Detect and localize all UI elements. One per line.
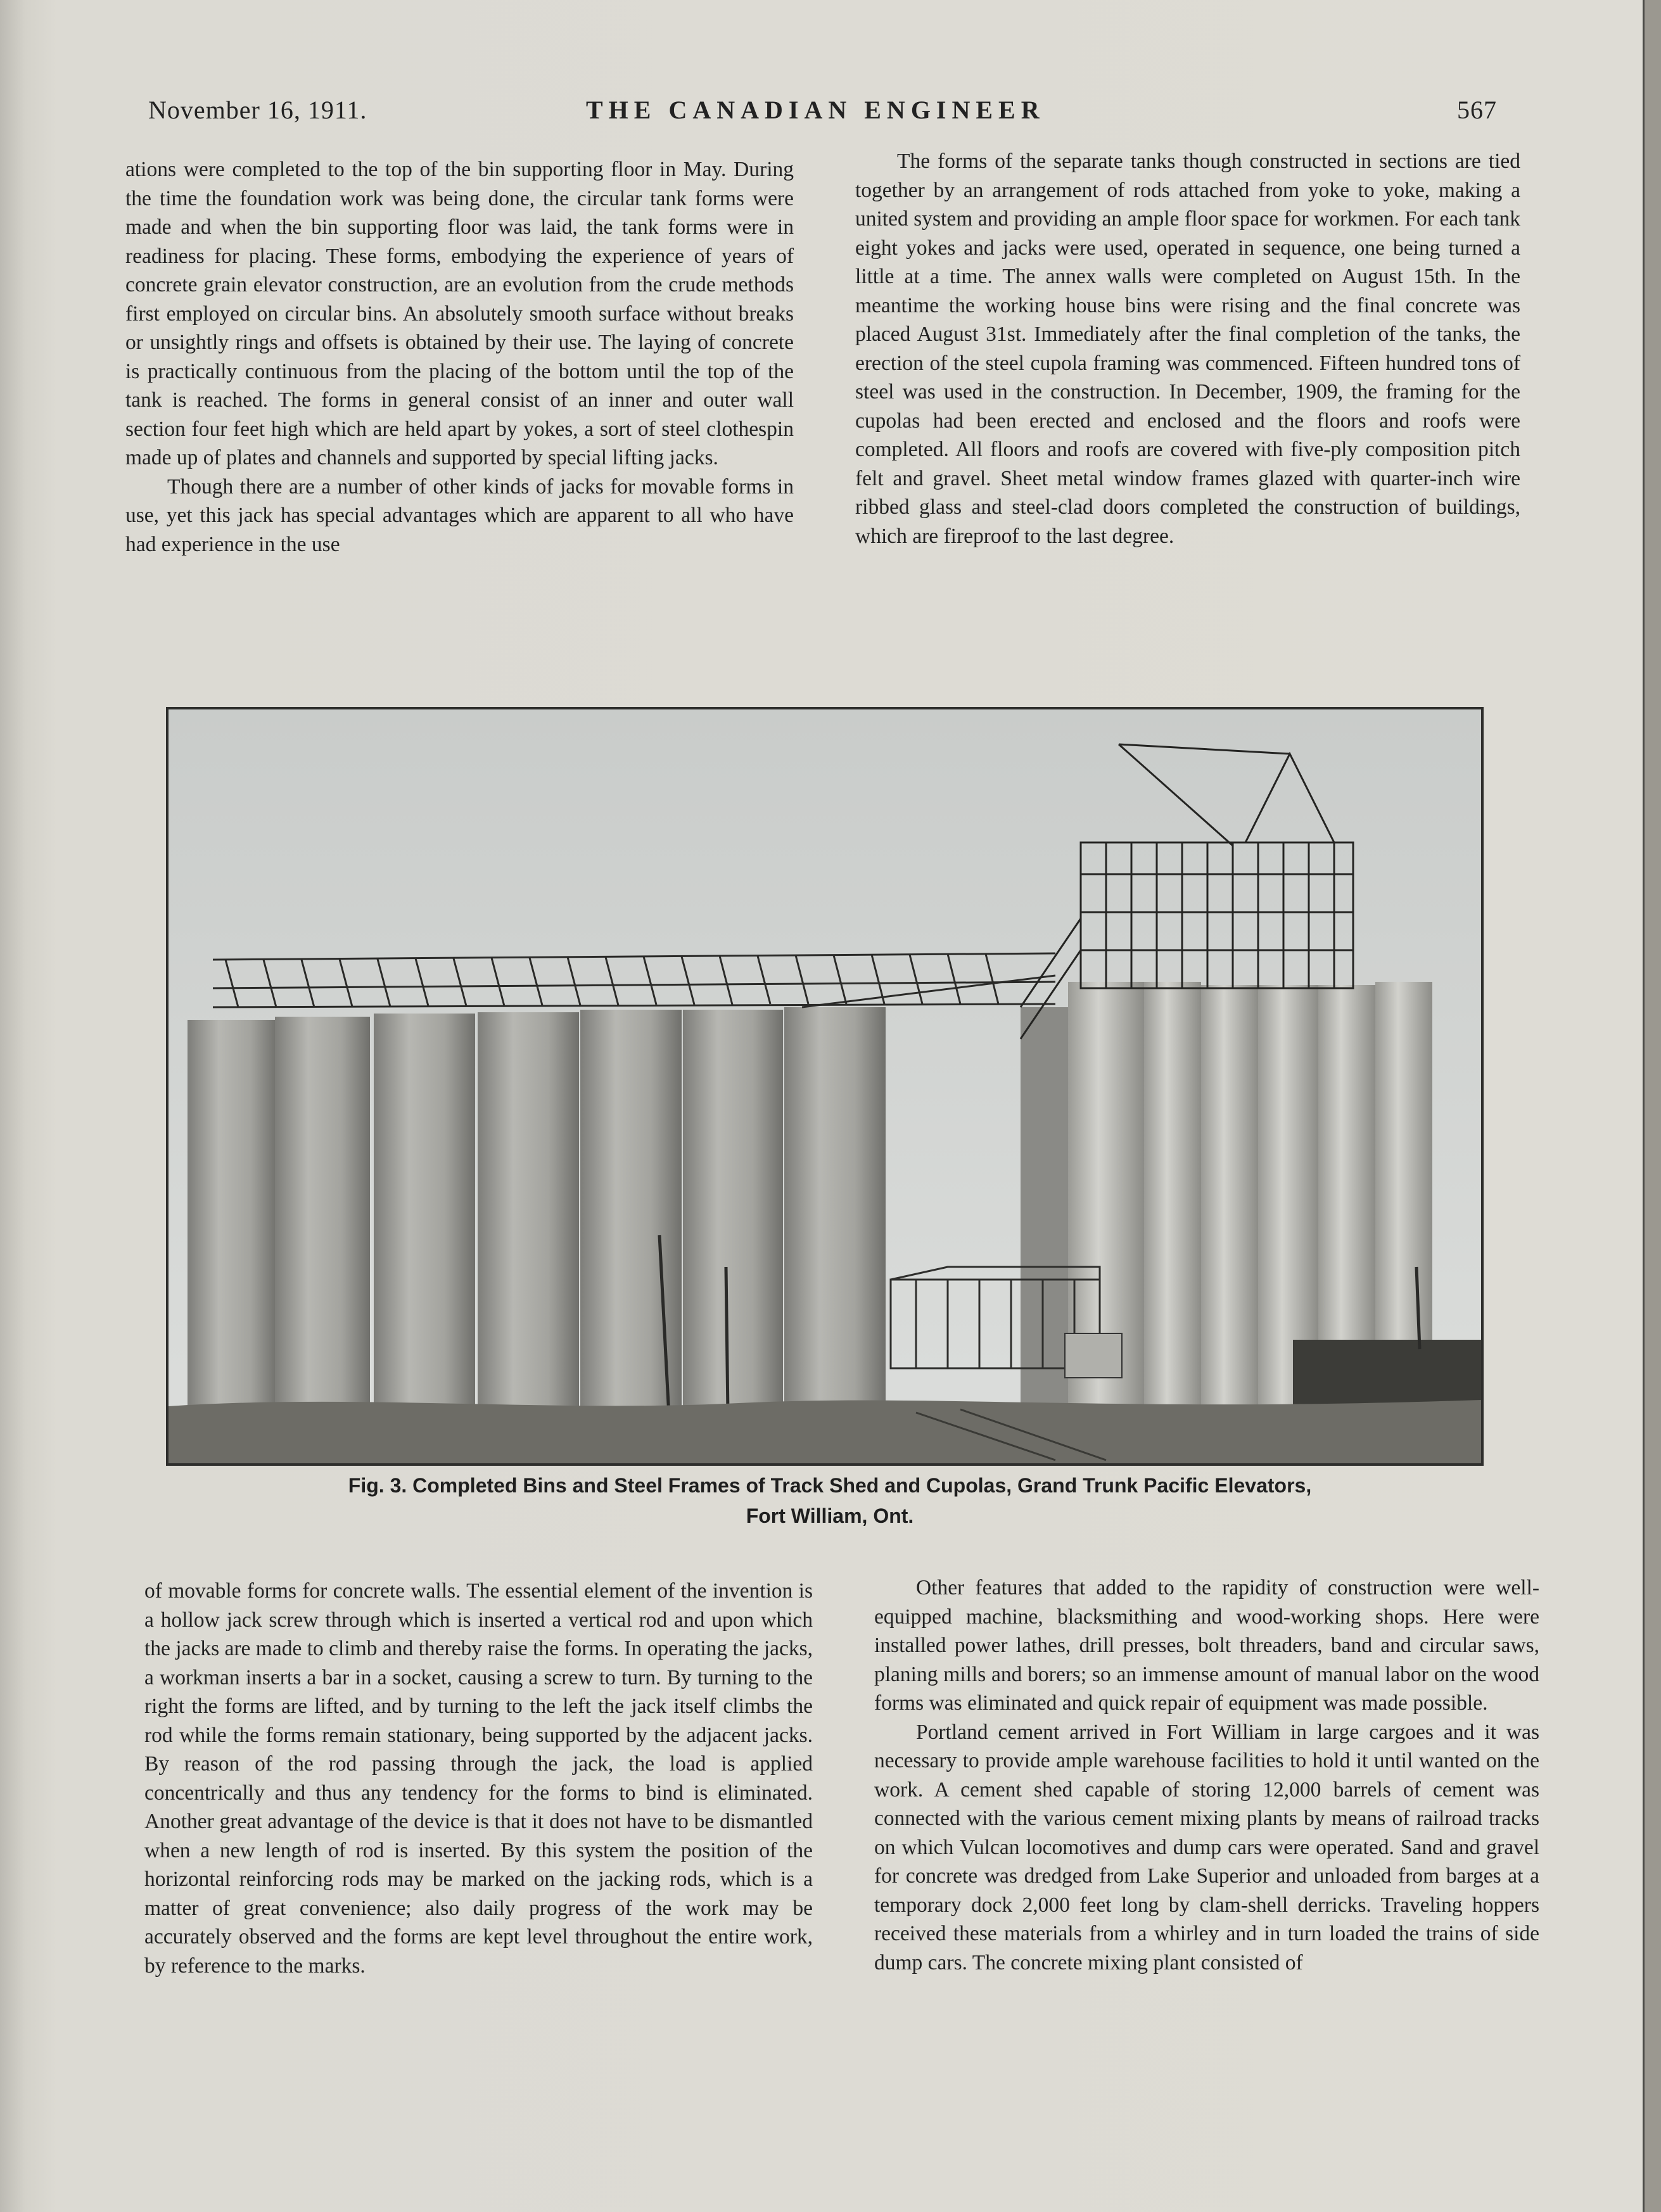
paragraph: Other features that added to the rapidity of construction were well-equipped machine, blacksmithing and wood-working shops. Here were installed power lathes, drill presses, bolt threaders, band and circular saws, planing mills and borers; so an immense amount of manual labor on the wood forms was eliminated and quick repair of equipment was made possible. <box>874 1576 1539 1715</box>
paragraph: Portland cement arrived in Fort William in large cargoes and it was necessary to provide ample warehouse facilities to hold it until wanted on the work. A cement shed capable of storing 12,000 barrels of cement was connected with the various cement mixing plants by means of railroad tracks on which Vulcan locomotives and dump cars were operated. Sand and gravel for concrete was dredged from Lake Superior and unloaded from barges at a temporary dock 2,000 feet long by clam-shell derricks. Traveling hoppers received these materials from a whirley and in turn loaded the trains of side dump cars. The concrete mixing plant consisted of <box>874 1720 1539 1974</box>
paragraph: of movable forms for concrete walls. The essential element of the invention is a hollow jack screw through which is inserted a vertical rod and upon which the jacks are made to climb and thereby raise the forms. In operating the jacks, a workman inserts a bar in a socket, causing a screw to turn. By turning to the right the forms are lifted, and by turning to the left the jack itself climbs the rod while the forms remain stationary, being supported by the adjacent jacks. By reason of the rod passing through the jack, the load is applied concentrically and thus any tendency for the forms to bind is eliminated. Another great advantage of the device is that it does not have to be dismantled when a new length of rod is inserted. By this system the position of the horizontal reinforcing rods may be marked on the jacking rods, which is a matter of great convenience; also daily progress of the work may be accurately observed and the forms are kept level throughout the entire work, by reference to the marks. <box>144 1579 813 1978</box>
page-edge <box>1645 0 1661 2212</box>
header-date: November 16, 1911. <box>148 96 367 124</box>
caption-line-2: Fort William, Ont. <box>746 1504 914 1527</box>
column-top-right <box>855 147 1520 550</box>
paragraph: The forms of the separate tanks though constructed in sections are tied together by an arrangement of rods attached from yoke to yoke, making a united system and providing an ample floor space for workmen. For each tank eight yokes and jacks were used, operated in sequence, one being turned a little at a time. The annex walls were completed on August 15th. In the meantime the working house bins were rising and the final concrete was placed August 31st. Immediately after the final completion of the tanks, the erection of the steel cupola framing was commenced. Fifteen hundred tons of steel was used in the construction. In December, 1909, the framing for the cupolas had been erected and enclosed and the floors and roofs were completed. All floors and roofs are covered with five-ply composition pitch felt and gravel. Sheet metal window frames glazed with quarter-inch wire ribbed glass and steel-clad doors completed the construction of buildings, which are fireproof to the last degree. <box>855 149 1520 548</box>
photograph-grain-elevators <box>166 707 1484 1466</box>
column-bottom-right <box>874 1573 1539 1977</box>
page-number: 567 <box>1457 96 1497 124</box>
paragraph: Though there are a number of other kinds of jacks for movable forms in use, yet this jack has special advantages which are apparent to all who have had experience in the use <box>125 474 794 556</box>
caption-line-1: Fig. 3. Completed Bins and Steel Frames of Track Shed and Cupolas, Grand Trunk Pacific Elevators, <box>348 1474 1312 1497</box>
column-bottom-left <box>144 1577 813 1980</box>
column-top-left <box>125 155 794 559</box>
figure-caption <box>190 1470 1470 1531</box>
journal-title: THE CANADIAN ENGINEER <box>586 96 1045 124</box>
paragraph: ations were completed to the top of the bin supporting floor in May. During the time the foundation work was being done, the circular tank forms were made and when the bin supporting floor was laid, the tank forms were in readiness for placing. These forms, embodying the experience of years of concrete grain elevator construction, are an evolution from the crude methods first employed on circular bins. An absolutely smooth surface without breaks or unsightly rings and offsets is obtained by their use. The laying of concrete is practically continuous from the placing of the bottom until the top of the tank is reached. The forms in general consist of an inner and outer wall section four feet high which are held apart by yokes, a sort of steel clothespin made up of plates and channels and supported by special lifting jacks. <box>125 158 794 469</box>
